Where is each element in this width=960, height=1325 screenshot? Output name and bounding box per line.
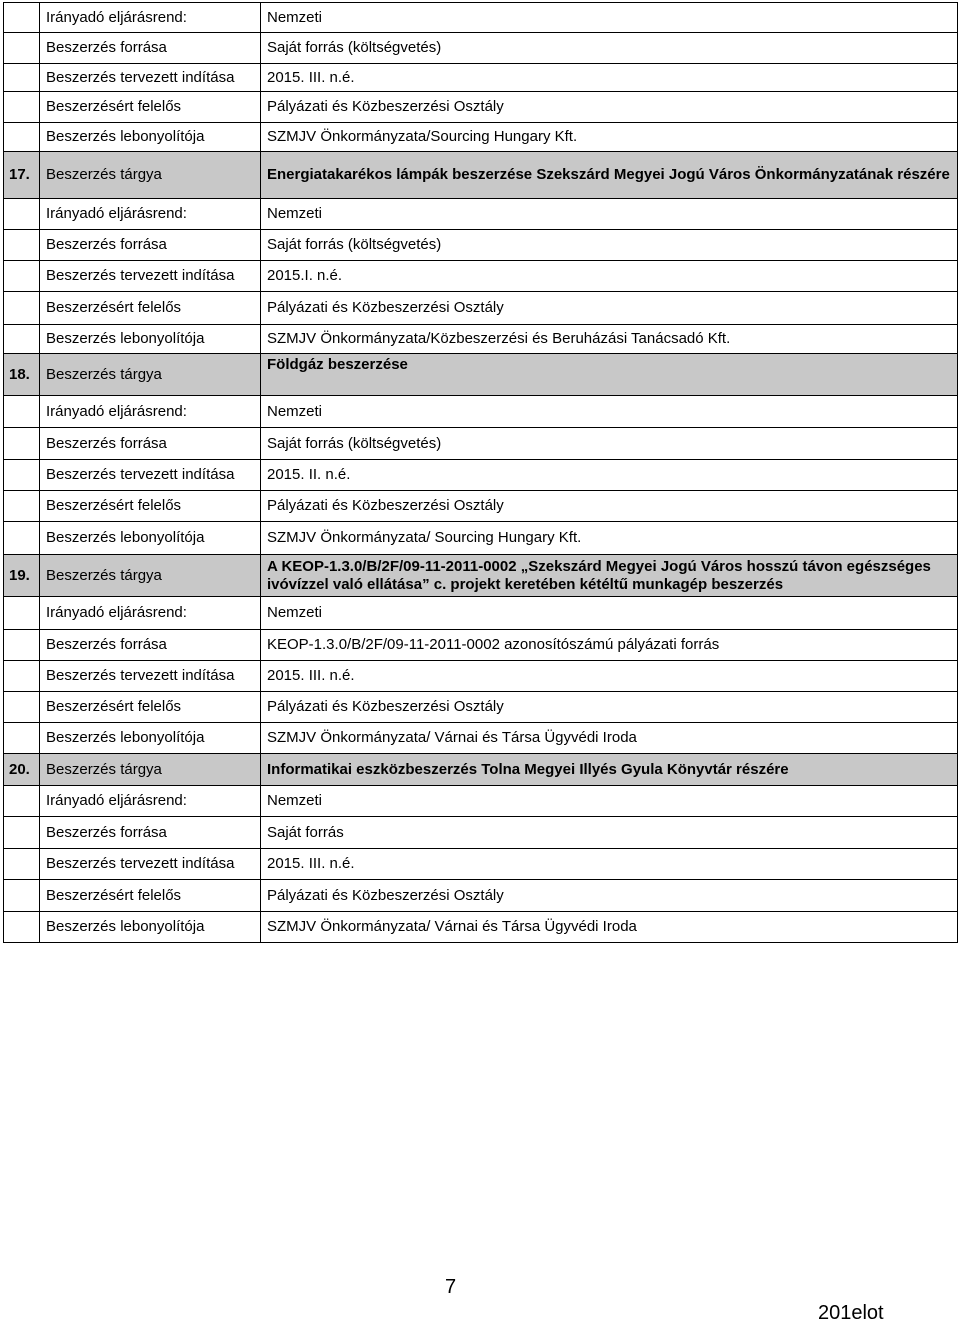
field-label: Beszerzés tervezett indítása: [40, 849, 261, 880]
item-number: [4, 292, 40, 325]
item-number: [4, 428, 40, 460]
field-label: Beszerzésért felelős: [40, 491, 261, 522]
field-label: Irányadó eljárásrend:: [40, 597, 261, 630]
field-label: Beszerzésért felelős: [40, 692, 261, 723]
field-value: SZMJV Önkormányzata/Közbeszerzési és Beruházási Tanácsadó Kft.: [261, 325, 958, 354]
field-value: Energiatakarékos lámpák beszerzése Szekszárd Megyei Jogú Város Önkormányzatának részére: [261, 152, 958, 199]
procurement-table-body: [4, 3, 958, 943]
field-label: Beszerzés tervezett indítása: [40, 661, 261, 692]
item-number: [4, 3, 40, 33]
table-row: [4, 460, 958, 491]
field-label: Beszerzés tárgya: [40, 555, 261, 597]
field-label: Beszerzés forrása: [40, 630, 261, 661]
field-value: 2015. III. n.é.: [261, 661, 958, 692]
field-label: Beszerzés lebonyolítója: [40, 723, 261, 754]
item-number: [4, 692, 40, 723]
field-label: Beszerzés tárgya: [40, 152, 261, 199]
field-label: Irányadó eljárásrend:: [40, 3, 261, 33]
field-value: Pályázati és Közbeszerzési Osztály: [261, 292, 958, 325]
table-row: [4, 199, 958, 230]
table-row: [4, 33, 958, 64]
table-row: [4, 692, 958, 723]
item-number: [4, 597, 40, 630]
item-number: [4, 123, 40, 152]
table-row: [4, 428, 958, 460]
field-label: Beszerzés tárgya: [40, 354, 261, 396]
item-number: [4, 325, 40, 354]
field-value: SZMJV Önkormányzata/ Sourcing Hungary Kft.: [261, 522, 958, 555]
field-value: Pályázati és Közbeszerzési Osztály: [261, 92, 958, 123]
field-value: Földgáz beszerzése: [261, 354, 958, 396]
table-row: [4, 261, 958, 292]
table-row: [4, 325, 958, 354]
field-value: Nemzeti: [261, 199, 958, 230]
field-label: Irányadó eljárásrend:: [40, 199, 261, 230]
subject-row: [4, 152, 958, 199]
item-number: [4, 817, 40, 849]
field-value: SZMJV Önkormányzata/ Várnai és Társa Ügyvédi Iroda: [261, 912, 958, 943]
field-value: Pályázati és Közbeszerzési Osztály: [261, 692, 958, 723]
table-row: [4, 723, 958, 754]
field-label: Beszerzés tervezett indítása: [40, 460, 261, 491]
table-row: [4, 849, 958, 880]
field-value: 2015. III. n.é.: [261, 849, 958, 880]
item-number: [4, 880, 40, 912]
field-label: Beszerzés lebonyolítója: [40, 912, 261, 943]
field-value: Nemzeti: [261, 396, 958, 428]
field-label: Beszerzés tervezett indítása: [40, 261, 261, 292]
item-number: [4, 460, 40, 491]
subject-row: [4, 754, 958, 786]
item-number: [4, 849, 40, 880]
table-row: [4, 912, 958, 943]
field-value: Saját forrás: [261, 817, 958, 849]
table-row: [4, 491, 958, 522]
item-number: 17.: [4, 152, 40, 199]
item-number: [4, 261, 40, 292]
table-row: [4, 230, 958, 261]
field-value: Informatikai eszközbeszerzés Tolna Megyei Illyés Gyula Könyvtár részére: [261, 754, 958, 786]
field-label: Beszerzés forrása: [40, 230, 261, 261]
field-label: Beszerzés tárgya: [40, 754, 261, 786]
item-number: [4, 491, 40, 522]
table-row: [4, 522, 958, 555]
procurement-table: [3, 2, 958, 943]
item-number: [4, 661, 40, 692]
item-number: [4, 33, 40, 64]
table-row: [4, 880, 958, 912]
field-value: A KEOP-1.3.0/B/2F/09-11-2011-0002 „Szekszárd Megyei Jogú Város hosszú távon egészséges ivóvízzel való ellátása” c. projekt keretében kétéltű munkagép beszerzés: [261, 555, 958, 597]
footer-doc-id: 201elot: [818, 1302, 884, 1324]
item-number: [4, 396, 40, 428]
field-value: Nemzeti: [261, 597, 958, 630]
field-label: Beszerzés forrása: [40, 428, 261, 460]
table-row: [4, 597, 958, 630]
field-value: Pályázati és Közbeszerzési Osztály: [261, 491, 958, 522]
field-label: Irányadó eljárásrend:: [40, 786, 261, 817]
field-label: Beszerzés forrása: [40, 817, 261, 849]
field-value: Saját forrás (költségvetés): [261, 230, 958, 261]
field-label: Beszerzés lebonyolítója: [40, 123, 261, 152]
field-value: Nemzeti: [261, 786, 958, 817]
table-row: [4, 123, 958, 152]
field-value: Nemzeti: [261, 3, 958, 33]
item-number: 19.: [4, 555, 40, 597]
table-row: [4, 817, 958, 849]
field-value: SZMJV Önkormányzata/ Várnai és Társa Ügyvédi Iroda: [261, 723, 958, 754]
subject-row: [4, 354, 958, 396]
field-label: Beszerzés lebonyolítója: [40, 325, 261, 354]
table-row: [4, 3, 958, 33]
field-value: SZMJV Önkormányzata/Sourcing Hungary Kft.: [261, 123, 958, 152]
table-row: [4, 661, 958, 692]
subject-row: [4, 555, 958, 597]
item-number: [4, 522, 40, 555]
item-number: [4, 64, 40, 92]
field-label: Beszerzésért felelős: [40, 880, 261, 912]
field-label: Beszerzés tervezett indítása: [40, 64, 261, 92]
table-row: [4, 786, 958, 817]
table-row: [4, 292, 958, 325]
item-number: 20.: [4, 754, 40, 786]
field-value: Saját forrás (költségvetés): [261, 33, 958, 64]
table-row: [4, 92, 958, 123]
table-row: [4, 630, 958, 661]
field-value: 2015.I. n.é.: [261, 261, 958, 292]
field-label: Irányadó eljárásrend:: [40, 396, 261, 428]
item-number: [4, 199, 40, 230]
table-row: [4, 64, 958, 92]
field-value: KEOP-1.3.0/B/2F/09-11-2011-0002 azonosítószámú pályázati forrás: [261, 630, 958, 661]
item-number: [4, 630, 40, 661]
field-label: Beszerzésért felelős: [40, 92, 261, 123]
item-number: [4, 92, 40, 123]
field-label: Beszerzés lebonyolítója: [40, 522, 261, 555]
item-number: [4, 912, 40, 943]
table-row: [4, 396, 958, 428]
field-value: 2015. II. n.é.: [261, 460, 958, 491]
item-number: [4, 230, 40, 261]
field-label: Beszerzés forrása: [40, 33, 261, 64]
item-number: 18.: [4, 354, 40, 396]
page-number: 7: [445, 1276, 457, 1298]
item-number: [4, 723, 40, 754]
item-number: [4, 786, 40, 817]
field-value: Pályázati és Közbeszerzési Osztály: [261, 880, 958, 912]
field-value: Saját forrás (költségvetés): [261, 428, 958, 460]
field-value: 2015. III. n.é.: [261, 64, 958, 92]
field-label: Beszerzésért felelős: [40, 292, 261, 325]
